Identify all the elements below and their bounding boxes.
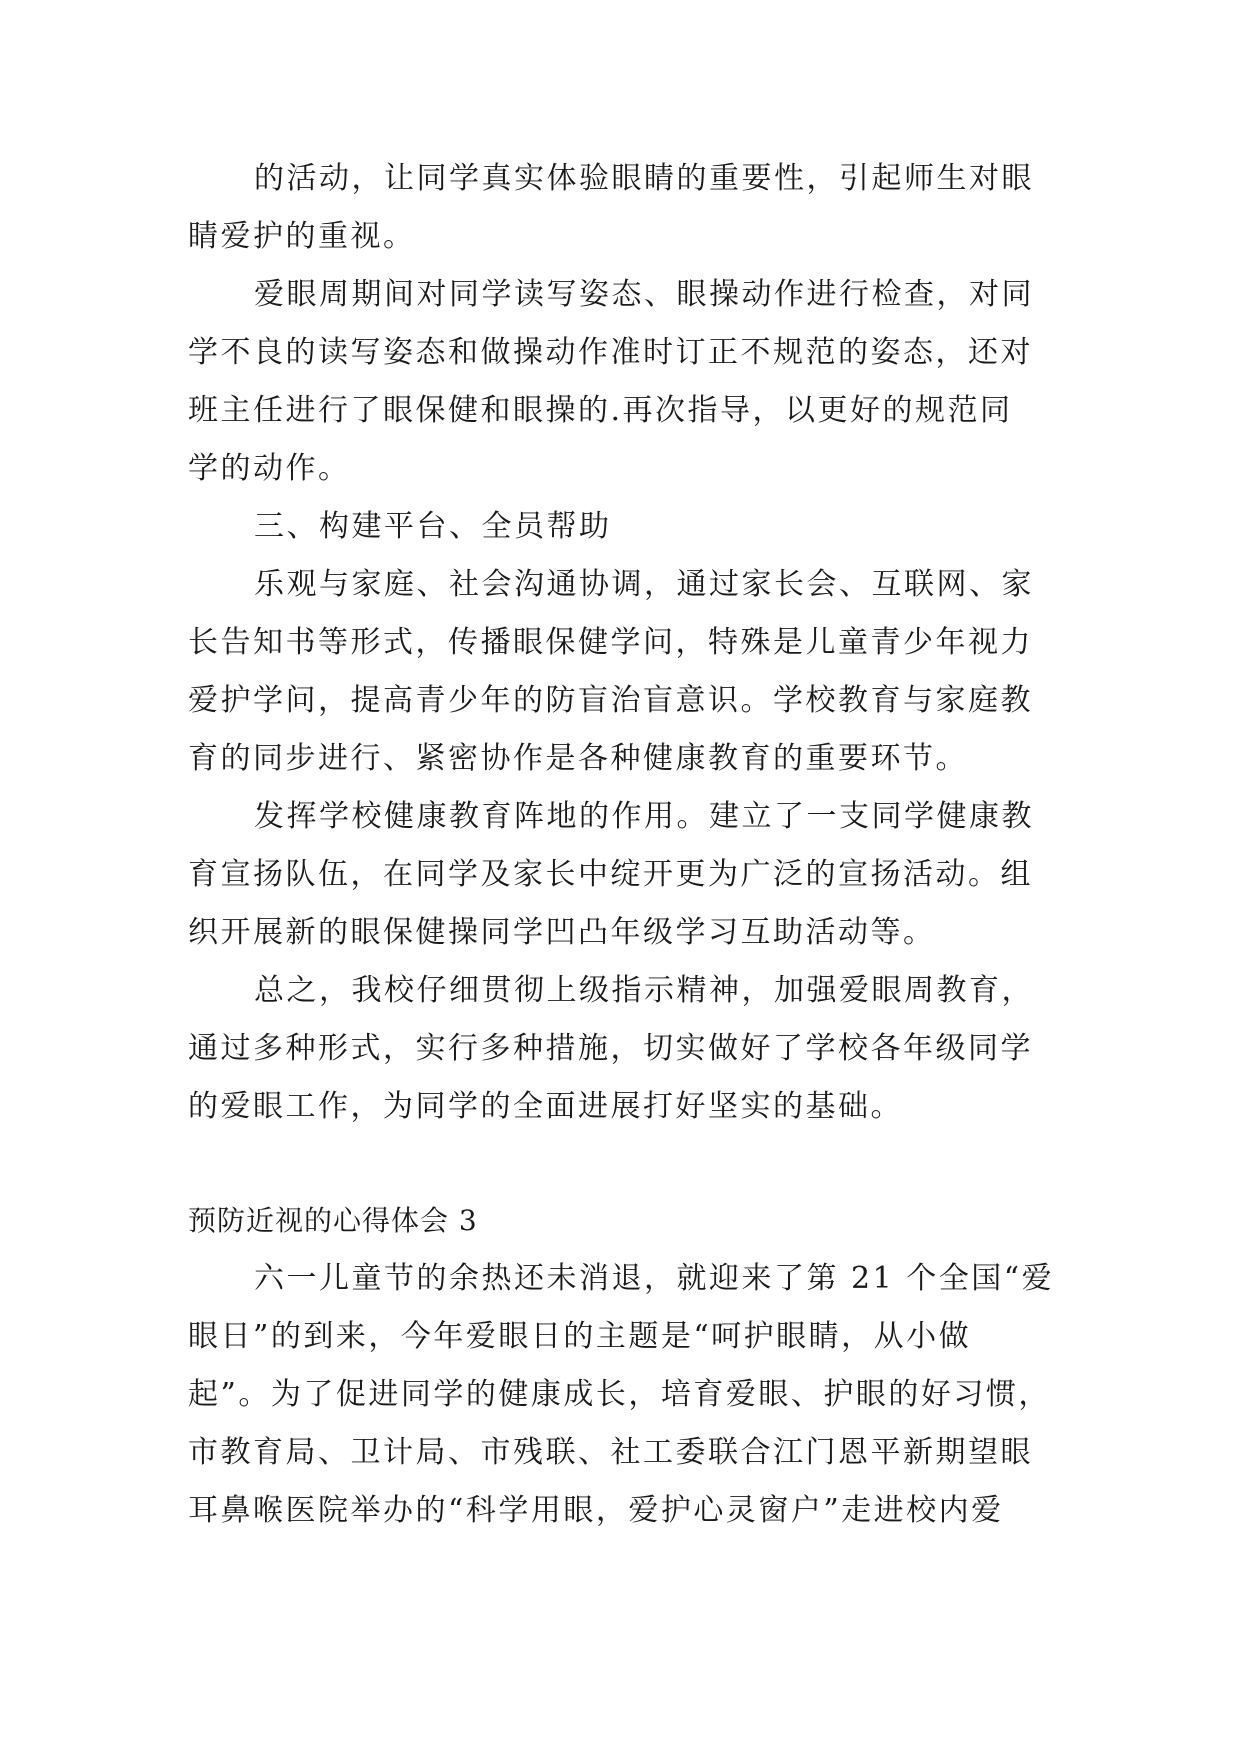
paragraph-line: 爱护学问，提高青少年的防盲治盲意识。学校教育与家庭教 [188, 683, 1033, 718]
paragraph-line: 学不良的读写姿态和做操动作准时订正不规范的姿态，还对 [188, 335, 1033, 370]
article-title: 预防近视的心得体会 3 [188, 1204, 478, 1237]
paragraph-line: 睛爱护的重视。 [188, 219, 416, 254]
paragraph-line: 的爱眼工作，为同学的全面进展打好坚实的基础。 [188, 1089, 903, 1124]
paragraph-line: 学的动作。 [188, 451, 351, 486]
paragraph-line: 长告知书等形式，传播眼保健学问，特殊是儿童青少年视力 [188, 625, 1033, 660]
paragraph-line: 爱眼周期间对同学读写姿态、眼操动作进行检查，对同 [254, 277, 1034, 312]
paragraph-line: 眼日”的到来，今年爱眼日的主题是“呵护眼睛，从小做 [188, 1319, 972, 1354]
paragraph-line: 育宣扬队伍，在同学及家长中绽开更为广泛的宣扬活动。组 [188, 857, 1033, 892]
paragraph-line: 育的同步进行、紧密协作是各种健康教育的重要环节。 [188, 741, 968, 776]
paragraph-line: 织开展新的眼保健操同学凹凸年级学习互助活动等。 [188, 915, 936, 950]
paragraph-line: 班主任进行了眼保健和眼操的.再次指导，以更好的规范同 [188, 393, 1013, 428]
paragraph-line: 总之，我校仔细贯彻上级指示精神，加强爱眼周教育， [254, 973, 1034, 1008]
paragraph-line: 通过多种形式，实行多种措施，切实做好了学校各年级同学 [188, 1031, 1033, 1066]
paragraph-line: 六一儿童节的余热还未消退，就迎来了第 21 个全国“爱 [254, 1261, 1055, 1296]
section-heading: 三、构建平台、全员帮助 [254, 509, 612, 544]
document-body [188, 150, 1055, 1540]
paragraph-line: 发挥学校健康教育阵地的作用。建立了一支同学健康教 [254, 799, 1034, 834]
paragraph-line: 市教育局、卫计局、市残联、社工委联合江门恩平新期望眼 [188, 1435, 1033, 1470]
paragraph-line: 耳鼻喉医院举办的“科学用眼，爱护心灵窗户”走进校内爱 [188, 1493, 1004, 1528]
paragraph-line: 起”。为了促进同学的健康成长，培育爱眼、护眼的好习惯， [188, 1377, 1051, 1412]
paragraph-line: 的活动，让同学真实体验眼睛的重要性，引起师生对眼 [254, 161, 1034, 196]
paragraph-line: 乐观与家庭、社会沟通协调，通过家长会、互联网、家 [254, 567, 1034, 602]
